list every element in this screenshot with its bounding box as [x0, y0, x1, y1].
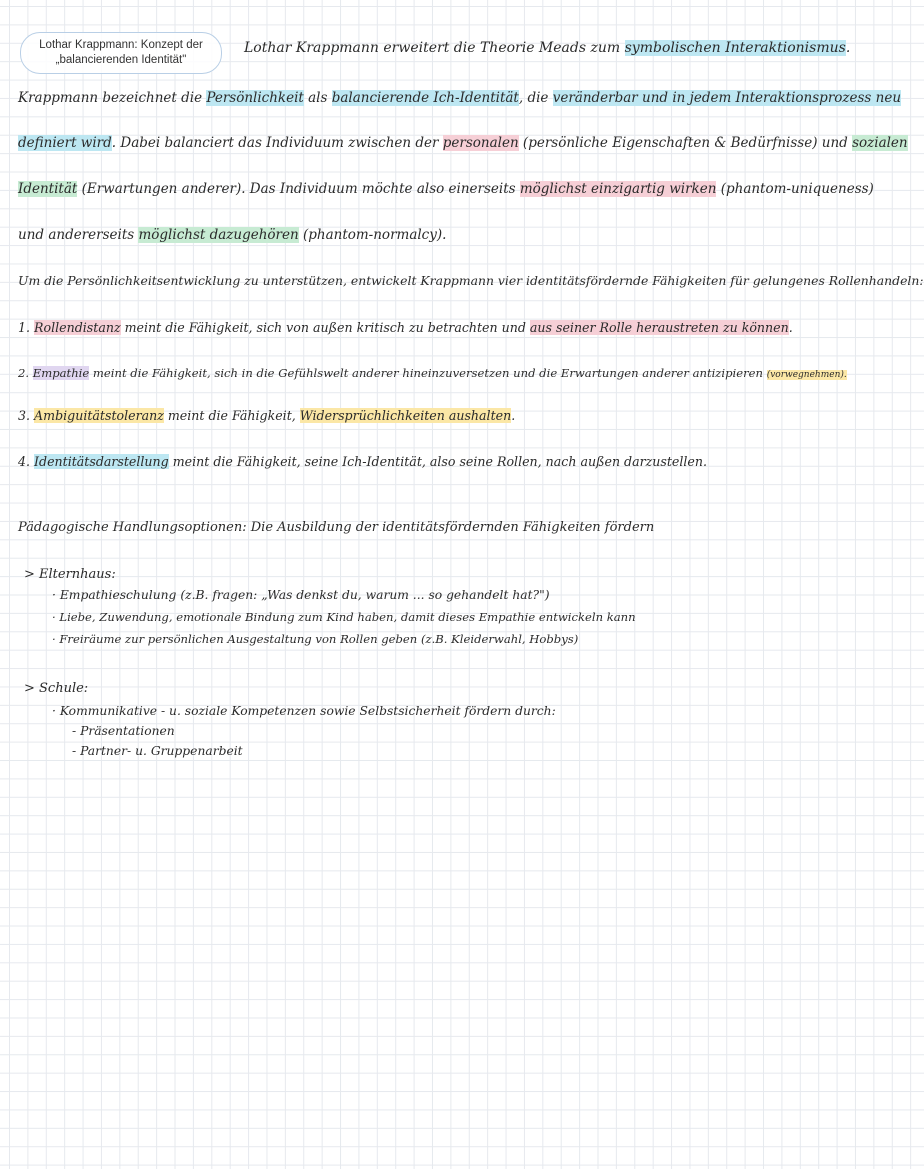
schule-subitem: - Präsentationen	[72, 724, 175, 738]
ability-1: 1. Rollendistanz meint die Fähigkeit, sich von außen kritisch zu betrachten und aus seiner Rolle heraustreten zu können.	[18, 320, 793, 335]
title-line-2: „balancierenden Identität"	[55, 54, 187, 66]
elternhaus-item: · Empathieschulung (z.B. fragen: „Was denkst du, warum ... so gehandelt hat?")	[52, 588, 550, 602]
paragraph-1-line-3: Identität (Erwartungen anderer). Das Individuum möchte also einerseits möglichst einzigartig wirken (phantom-uniqueness)	[18, 181, 874, 197]
highlight: symbolischen Interaktionismus	[624, 40, 846, 56]
title-line-1: Lothar Krappmann: Konzept der	[39, 39, 203, 51]
ability-3: 3. Ambiguitätstoleranz meint die Fähigkeit, Widersprüchlichkeiten aushalten.	[18, 408, 516, 423]
schule-item: · Kommunikative - u. soziale Kompetenzen sowie Selbstsicherheit fördern durch:	[52, 704, 556, 718]
intro-sentence: Lothar Krappmann erweitert die Theorie Meads zum symbolischen Interaktionismus.	[244, 40, 851, 56]
paragraph-1-line-2: definiert wird. Dabei balanciert das Individuum zwischen der personalen (persönliche Eigenschaften & Bedürfnisse) und sozialen	[18, 135, 908, 151]
paragraph-1-line-4: und andererseits möglichst dazugehören (phantom-normalcy).	[18, 227, 447, 243]
elternhaus-label: > Elternhaus:	[24, 567, 116, 582]
options-heading: Pädagogische Handlungsoptionen: Die Ausbildung der identitätsfördernden Fähigkeiten fördern	[18, 520, 655, 535]
title-box	[20, 32, 222, 74]
ability-2: 2. Empathie meint die Fähigkeit, sich in die Gefühlswelt anderer hineinzuversetzen und die Erwartungen anderer antizipieren (vorwegnehmen).	[18, 366, 847, 380]
elternhaus-item: · Freiräume zur persönlichen Ausgestaltung von Rollen geben (z.B. Kleiderwahl, Hobbys)	[52, 632, 579, 646]
paragraph-2: Um die Persönlichkeitsentwicklung zu unterstützen, entwickelt Krappmann vier identitätsfördernde Fähigkeiten für gelungenes Rollenhandeln:	[18, 273, 924, 288]
schule-subitem: - Partner- u. Gruppenarbeit	[72, 744, 243, 758]
schule-label: > Schule:	[24, 681, 89, 696]
elternhaus-item: · Liebe, Zuwendung, emotionale Bindung zum Kind haben, damit dieses Empathie entwickeln kann	[52, 610, 636, 624]
paragraph-1-line-1: Krappmann bezeichnet die Persönlichkeit als balancierende Ich-Identität, die veränderbar und in jedem Interaktionsprozess neu	[18, 90, 902, 106]
ability-4: 4. Identitätsdarstellung meint die Fähigkeit, seine Ich-Identität, also seine Rollen, nach außen darzustellen.	[18, 454, 707, 469]
